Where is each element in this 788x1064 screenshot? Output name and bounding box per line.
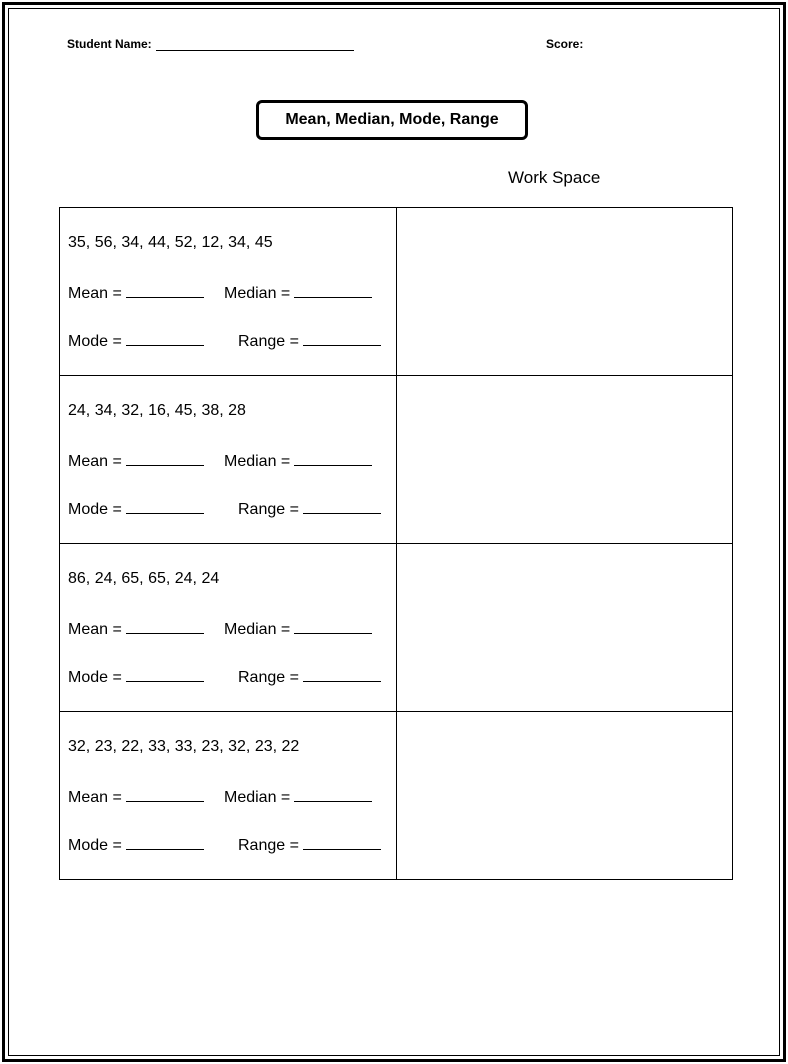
- work-space-cell[interactable]: [396, 712, 733, 880]
- mode-label: Mode =: [68, 837, 122, 854]
- mode-answer-blank[interactable]: [126, 834, 204, 850]
- mean-label: Mean =: [68, 621, 122, 638]
- mode-range-line: [68, 834, 299, 855]
- range-answer-blank[interactable]: [303, 666, 381, 682]
- student-name-blank[interactable]: [156, 37, 354, 51]
- range-label: Range =: [238, 501, 299, 518]
- mode-range-line: [68, 330, 299, 351]
- mode-label: Mode =: [68, 501, 122, 518]
- mode-label: Mode =: [68, 669, 122, 686]
- problem-row: [60, 712, 733, 880]
- score-label: Score:: [546, 37, 584, 51]
- range-answer-blank[interactable]: [303, 498, 381, 514]
- mean-answer-blank[interactable]: [126, 618, 204, 634]
- mean-label: Mean =: [68, 453, 122, 470]
- work-space-cell[interactable]: [396, 544, 733, 712]
- student-name-row: [67, 37, 354, 51]
- mean-median-line: [68, 618, 291, 639]
- problem-row: [60, 544, 733, 712]
- problem-row: [60, 208, 733, 376]
- median-answer-blank[interactable]: [294, 450, 372, 466]
- median-label: Median =: [224, 453, 291, 470]
- median-label: Median =: [224, 285, 291, 302]
- problem-numbers: 35, 56, 34, 44, 52, 12, 34, 45: [68, 234, 273, 251]
- work-space-cell[interactable]: [396, 376, 733, 544]
- student-name-label: Student Name:: [67, 37, 152, 51]
- problem-numbers: 24, 34, 32, 16, 45, 38, 28: [68, 402, 246, 419]
- mode-answer-blank[interactable]: [126, 330, 204, 346]
- problems-table: [59, 207, 733, 880]
- median-label: Median =: [224, 789, 291, 806]
- mode-range-line: [68, 498, 299, 519]
- problem-cell: [60, 376, 397, 544]
- range-answer-blank[interactable]: [303, 834, 381, 850]
- mean-answer-blank[interactable]: [126, 786, 204, 802]
- range-label: Range =: [238, 333, 299, 350]
- range-answer-blank[interactable]: [303, 330, 381, 346]
- problem-row: [60, 376, 733, 544]
- range-label: Range =: [238, 837, 299, 854]
- mean-answer-blank[interactable]: [126, 450, 204, 466]
- problem-cell: [60, 712, 397, 880]
- median-answer-blank[interactable]: [294, 282, 372, 298]
- worksheet-title: Mean, Median, Mode, Range: [256, 100, 528, 140]
- problem-cell: [60, 208, 397, 376]
- mode-label: Mode =: [68, 333, 122, 350]
- mean-median-line: [68, 282, 291, 303]
- problem-cell: [60, 544, 397, 712]
- problem-numbers: 86, 24, 65, 65, 24, 24: [68, 570, 220, 587]
- mean-median-line: [68, 786, 291, 807]
- mean-label: Mean =: [68, 789, 122, 806]
- median-answer-blank[interactable]: [294, 786, 372, 802]
- work-space-label: Work Space: [508, 168, 601, 187]
- mean-answer-blank[interactable]: [126, 282, 204, 298]
- mean-label: Mean =: [68, 285, 122, 302]
- mode-answer-blank[interactable]: [126, 498, 204, 514]
- mode-range-line: [68, 666, 299, 687]
- median-answer-blank[interactable]: [294, 618, 372, 634]
- problem-numbers: 32, 23, 22, 33, 33, 23, 32, 23, 22: [68, 738, 300, 755]
- work-space-cell[interactable]: [396, 208, 733, 376]
- mode-answer-blank[interactable]: [126, 666, 204, 682]
- range-label: Range =: [238, 669, 299, 686]
- median-label: Median =: [224, 621, 291, 638]
- mean-median-line: [68, 450, 291, 471]
